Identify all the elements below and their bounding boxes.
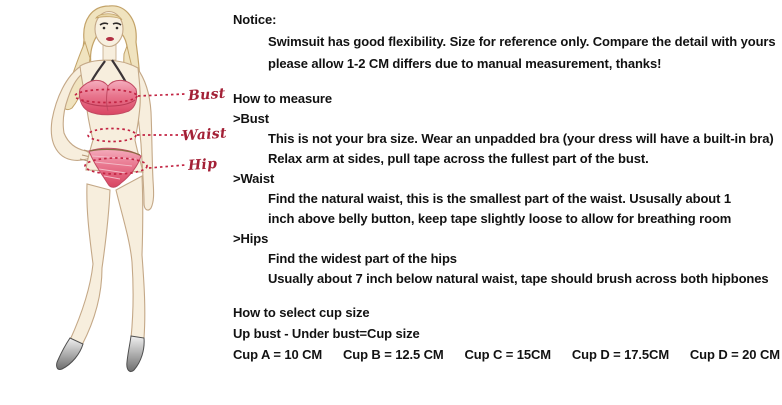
cup-size-formula: Up bust - Under bust=Cup size xyxy=(233,326,420,341)
notice-line-1: Swimsuit has good flexibility. Size for reference only. Compare the detail with yours xyxy=(268,34,776,49)
legs xyxy=(70,176,145,345)
notice-line-2: please allow 1-2 CM differs due to manual measurement, thanks! xyxy=(268,56,662,71)
right-shoe xyxy=(127,336,144,372)
hip-callout-label: Hip xyxy=(187,155,218,175)
cup-size-heading: How to select cup size xyxy=(233,305,370,320)
cup-values-row xyxy=(233,344,780,365)
spacer xyxy=(233,289,780,302)
hip-dotted-line xyxy=(149,165,185,168)
notice-heading: Notice: xyxy=(233,12,277,27)
shoes xyxy=(57,336,145,372)
measure-waist-line-1: Find the natural waist, this is the smallest part of the waist. Ususally about 1 xyxy=(268,191,731,206)
measure-hips-line-1: Find the widest part of the hips xyxy=(268,251,457,266)
cup-b-value: Cup B = 12.5 CM xyxy=(342,347,444,362)
cup-a-value: Cup A = 10 CM xyxy=(233,347,323,362)
cup-c-value: Cup C = 15CM xyxy=(464,347,552,362)
measure-bust-line-2: Relax arm at sides, pull tape across the fullest part of the bust. xyxy=(268,151,649,166)
right-leg xyxy=(116,176,145,338)
cup-d2-value: Cup D = 20 CM xyxy=(689,347,780,362)
left-shoe xyxy=(57,338,83,369)
measure-heading: How to measure xyxy=(233,91,333,106)
measure-waist-label: >Waist xyxy=(233,171,275,186)
measure-waist-line-2: inch above belly button, keep tape slightly loose to allow for breathing room xyxy=(268,211,732,226)
measure-hips-line-2: Usually about 7 inch below natural waist, tape should brush across both hipbones xyxy=(268,271,769,286)
bust-callout-label: Bust xyxy=(187,85,227,105)
measurement-figure xyxy=(0,0,232,405)
measure-hips-label: >Hips xyxy=(233,231,269,246)
spacer xyxy=(233,75,780,89)
woman-sketch-illustration xyxy=(0,0,232,405)
measure-bust-label: >Bust xyxy=(233,111,269,126)
waist-callout-label: Waist xyxy=(181,125,228,145)
left-leg xyxy=(70,184,110,345)
cup-d-value: Cup D = 17.5CM xyxy=(571,347,670,362)
measure-bust-line-1: This is not your bra size. Wear an unpadded bra (your dress will have a built-in bra) xyxy=(268,131,774,146)
instructions-panel xyxy=(233,9,780,365)
